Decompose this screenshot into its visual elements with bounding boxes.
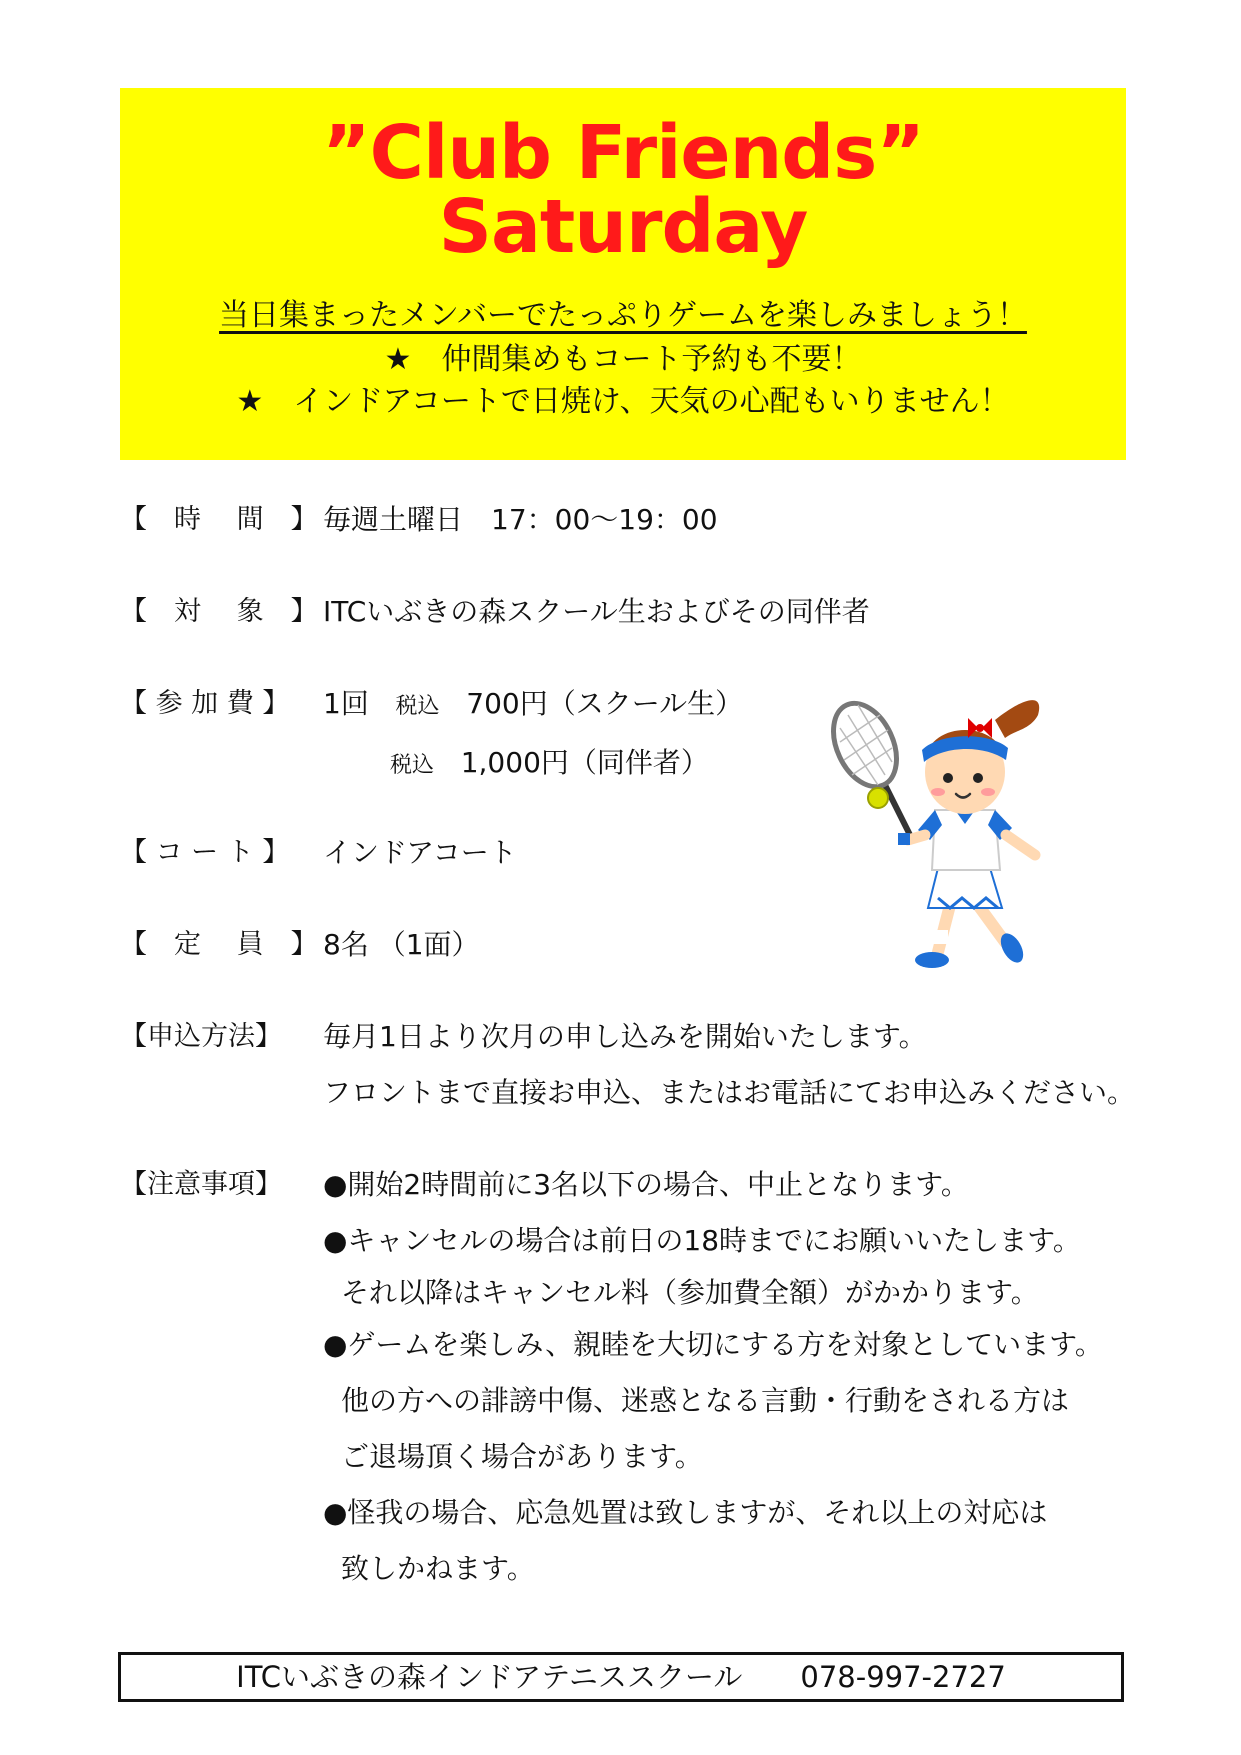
tennis-player-girl-icon <box>830 690 1080 980</box>
fee-tax-2: 税込 <box>390 753 435 778</box>
time-value: 毎週土曜日 17：00～19：00 <box>323 503 718 536</box>
title-line-2: Saturday <box>438 184 808 270</box>
notes-row <box>120 1165 1130 1605</box>
note-line: ●開始2時間前に3名以下の場合、中止となります。 <box>323 1168 969 1201</box>
header-banner <box>120 88 1126 460</box>
target-value: ITCいぶきの森スクール生およびその同伴者 <box>323 595 870 628</box>
note-line: ご退場頂く場合があります。 <box>341 1440 703 1473</box>
tennis-ball-icon <box>868 788 888 808</box>
feature-point-2: ★ インドアコートで日焼け、天気の心配もいりません！ <box>236 384 1010 419</box>
fee-label: 【 参 加 費 】 <box>120 688 290 719</box>
target-label: 【 対 象 】 <box>120 596 318 627</box>
fee-line-2 <box>323 743 743 786</box>
fee-count: 1回 <box>323 687 369 720</box>
fee-price-1: 700円（スクール生） <box>466 687 744 720</box>
apply-line-1: 毎月1日より次月の申し込みを開始いたします。 <box>323 1020 927 1053</box>
apply-row <box>120 1017 1136 1117</box>
tennis-racket-icon <box>830 693 910 835</box>
tagline-text: 当日集まったメンバーでたっぷりゲームを楽しみましょう！ <box>219 298 1027 333</box>
apply-label: 【申込方法】 <box>120 1021 282 1052</box>
capacity-label: 【 定 員 】 <box>120 929 318 960</box>
notes-label: 【注意事項】 <box>120 1169 282 1200</box>
note-line: ●怪我の場合、応急処置は致しますが、それ以上の対応は <box>323 1496 1048 1529</box>
apply-line-2: フロントまで直接お申込、またはお電話にてお申込みください。 <box>323 1076 1136 1109</box>
time-label: 【 時 間 】 <box>120 504 318 535</box>
court-label: 【 コ ー ト 】 <box>120 837 290 868</box>
court-value: インドアコート <box>323 836 517 869</box>
fee-tax-1: 税込 <box>395 694 440 719</box>
fee-value <box>323 684 743 786</box>
note-line: それ以降はキャンセル料（参加費全額）がかかります。 <box>341 1276 1039 1309</box>
tagline <box>120 296 1126 336</box>
notes-value <box>323 1165 1103 1589</box>
note-line: 他の方への誹謗中傷、迷惑となる言動・行動をされる方は <box>341 1384 1070 1417</box>
footer-contact: ITCいぶきの森インドアテニススクール 078-997-2727 <box>118 1652 1124 1702</box>
note-line: 致しかねます。 <box>341 1552 535 1585</box>
title-line-1: ”Club Friends” <box>322 110 924 196</box>
fee-line-1 <box>323 684 743 727</box>
note-line: ●キャンセルの場合は前日の18時までにお願いいたします。 <box>323 1224 1081 1257</box>
feature-point-1: ★ 仲間集めもコート予約も不要！ <box>384 342 862 377</box>
fee-price-2: 1,000円（同伴者） <box>460 746 709 779</box>
apply-value <box>323 1017 1135 1113</box>
note-line: ●ゲームを楽しみ、親睦を大切にする方を対象としています。 <box>323 1328 1103 1361</box>
capacity-value: 8名 （1面） <box>323 928 480 961</box>
